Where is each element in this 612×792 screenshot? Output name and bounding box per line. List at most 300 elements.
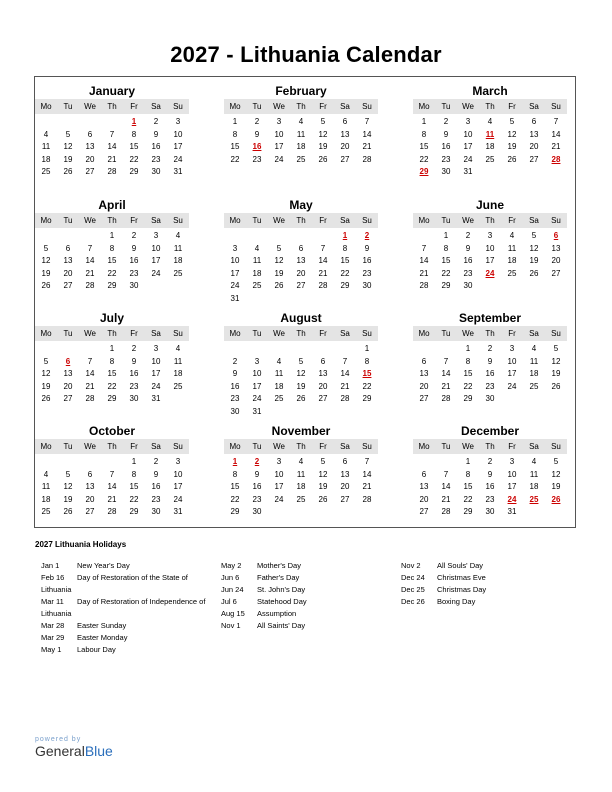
empty-cell [545, 166, 567, 179]
holiday-name: Day of Restoration of the State of [77, 573, 188, 582]
day-cell: 9 [254, 469, 260, 479]
empty-cell [290, 230, 312, 243]
weekday-label: Th [485, 329, 495, 338]
day-cell: 5 [553, 457, 559, 466]
empty-cell [268, 506, 290, 519]
day-cell: 20 [419, 381, 429, 391]
day-cell: 8 [232, 469, 238, 479]
weekday-label: Sa [529, 442, 539, 451]
day-cell: 24 [151, 268, 161, 278]
day-cell: 15 [230, 482, 240, 491]
day-cell: 3 [509, 344, 515, 353]
holiday-date: 29 [419, 167, 429, 176]
week-row [413, 506, 567, 519]
day-cell: 6 [298, 243, 304, 253]
week-row [35, 230, 189, 243]
day-cell: 22 [463, 381, 473, 391]
day-cell: 22 [107, 268, 117, 278]
empty-cell [334, 406, 356, 419]
month-name: January [88, 84, 136, 98]
empty-cell [268, 293, 290, 306]
weekday-header [35, 326, 189, 341]
holiday-list-col-2 [221, 560, 307, 632]
day-cell: 27 [340, 154, 350, 164]
day-cell: 11 [274, 369, 284, 378]
empty-cell [79, 116, 101, 129]
holiday-name: Christmas Day [437, 585, 487, 594]
day-cell: 31 [463, 167, 473, 176]
day-cell: 11 [173, 356, 183, 366]
day-cell: 8 [443, 243, 449, 253]
day-cell: 18 [173, 369, 183, 378]
empty-cell [523, 506, 545, 519]
day-cell: 13 [85, 142, 95, 151]
week-row [224, 116, 378, 129]
day-cell: 20 [296, 268, 306, 278]
day-cell: 9 [465, 243, 471, 253]
day-cell: 29 [463, 507, 473, 516]
day-cell: 22 [129, 494, 139, 504]
day-cell: 11 [529, 469, 539, 479]
weekday-header [413, 99, 567, 114]
day-cell: 25 [41, 507, 51, 516]
month-name: September [458, 311, 522, 325]
day-cell: 15 [419, 142, 429, 151]
day-cell: 10 [507, 469, 517, 479]
day-grid [224, 341, 378, 418]
day-cell: 10 [507, 356, 517, 366]
day-grid [35, 341, 189, 406]
day-cell: 4 [487, 117, 493, 126]
week-row [35, 456, 189, 469]
empty-cell [334, 343, 356, 356]
day-cell: 10 [485, 243, 495, 253]
day-cell: 28 [362, 154, 372, 164]
day-cell: 30 [129, 281, 139, 290]
week-row [413, 154, 567, 167]
weekday-header [35, 439, 189, 454]
day-cell: 30 [485, 507, 495, 516]
holiday-item [401, 560, 486, 572]
day-cell: 15 [463, 482, 473, 491]
day-cell: 15 [107, 256, 117, 265]
day-cell: 31 [151, 394, 161, 403]
generalblue-logo [35, 736, 113, 759]
month-name: November [271, 424, 331, 438]
day-cell: 17 [151, 369, 161, 378]
day-cell: 21 [340, 381, 350, 391]
day-cell: 17 [485, 256, 495, 265]
day-cell: 17 [274, 142, 284, 151]
day-cell: 29 [107, 394, 117, 403]
day-grid [413, 114, 567, 179]
day-cell: 27 [419, 507, 429, 516]
day-cell: 29 [362, 394, 372, 403]
day-cell: 22 [362, 381, 372, 391]
day-cell: 24 [507, 381, 517, 391]
empty-cell [479, 166, 501, 179]
month-september [413, 310, 567, 406]
day-cell: 24 [463, 154, 473, 164]
empty-cell [268, 230, 290, 243]
day-cell: 24 [252, 394, 262, 403]
holiday-date-label: Dec 24 [401, 573, 425, 582]
empty-cell [57, 456, 79, 469]
weekday-header [35, 213, 189, 228]
weekday-label: Su [362, 102, 372, 111]
week-row [224, 456, 378, 469]
weekday-label: Tu [63, 442, 73, 451]
empty-cell [545, 280, 567, 293]
weekday-label: Mo [418, 329, 430, 338]
weekday-header [224, 439, 378, 454]
day-cell: 17 [274, 482, 284, 491]
weekday-label: Th [485, 102, 495, 111]
day-cell: 30 [230, 406, 240, 416]
day-cell: 27 [85, 167, 95, 176]
day-cell: 20 [340, 482, 350, 491]
empty-cell [334, 506, 356, 519]
weekday-label: Tu [441, 216, 451, 225]
day-cell: 8 [364, 356, 370, 366]
day-cell: 5 [320, 457, 326, 466]
empty-cell [413, 456, 435, 469]
month-name: December [460, 424, 520, 438]
day-cell: 25 [485, 154, 495, 164]
day-cell: 9 [443, 129, 449, 139]
day-cell: 11 [252, 256, 262, 265]
holiday-name: Easter Monday [77, 633, 128, 642]
holiday-date: 16 [252, 142, 262, 151]
empty-cell [167, 280, 189, 293]
week-row [413, 243, 567, 256]
day-cell: 18 [41, 154, 51, 164]
day-cell: 21 [441, 381, 451, 391]
weekday-label: Tu [252, 442, 262, 451]
day-cell: 23 [129, 381, 139, 391]
weekday-label: Th [107, 216, 117, 225]
day-cell: 7 [443, 469, 449, 479]
month-name: February [275, 84, 327, 98]
weekday-label: Su [362, 216, 372, 225]
day-cell: 18 [296, 142, 306, 151]
weekday-label: Tu [63, 102, 73, 111]
holiday-item [221, 620, 307, 632]
day-cell: 6 [87, 469, 93, 479]
empty-cell [57, 230, 79, 243]
day-cell: 26 [41, 394, 51, 403]
holiday-item [221, 596, 307, 608]
day-cell: 12 [41, 369, 51, 378]
day-cell: 30 [151, 507, 161, 516]
week-row [35, 129, 189, 142]
holiday-date: 28 [551, 154, 561, 164]
holiday-name-continuation [41, 584, 205, 596]
empty-cell [79, 456, 101, 469]
day-cell: 20 [85, 154, 95, 164]
weekday-label: Tu [63, 216, 73, 225]
day-cell: 6 [87, 129, 93, 139]
day-cell: 20 [63, 268, 73, 278]
day-cell: 25 [173, 268, 183, 278]
weekday-label: Th [107, 329, 117, 338]
day-cell: 7 [87, 356, 93, 366]
week-row [413, 129, 567, 142]
day-cell: 6 [421, 469, 427, 479]
day-cell: 1 [443, 231, 449, 240]
weekday-label: Su [173, 329, 183, 338]
week-row [413, 481, 567, 494]
holiday-date-label: Mar 28 [41, 621, 65, 630]
day-cell: 8 [131, 129, 137, 139]
day-cell: 13 [340, 129, 350, 139]
month-name: May [289, 198, 313, 212]
day-cell: 20 [340, 142, 350, 151]
day-cell: 13 [551, 243, 561, 253]
holiday-date-label: May 2 [221, 561, 242, 570]
day-cell: 31 [507, 507, 517, 516]
day-cell: 3 [509, 457, 515, 466]
day-cell: 4 [175, 344, 181, 353]
day-cell: 30 [463, 281, 473, 290]
empty-cell [101, 456, 123, 469]
holiday-date: 25 [529, 494, 539, 504]
empty-cell [356, 406, 378, 419]
empty-cell [57, 343, 79, 356]
day-cell: 17 [230, 268, 240, 278]
day-cell: 25 [507, 268, 517, 278]
day-cell: 21 [85, 268, 95, 278]
week-row [413, 381, 567, 394]
empty-cell [35, 116, 57, 129]
day-cell: 22 [107, 381, 117, 391]
day-cell: 16 [252, 482, 262, 491]
holiday-date-label: Jun 24 [221, 585, 244, 594]
day-cell: 5 [509, 117, 515, 126]
day-cell: 4 [276, 356, 282, 366]
day-cell: 19 [274, 268, 284, 278]
empty-cell [501, 166, 523, 179]
day-cell: 27 [85, 507, 95, 516]
holiday-date: 2 [254, 457, 260, 466]
day-grid [224, 228, 378, 305]
day-cell: 5 [298, 356, 304, 366]
day-cell: 12 [63, 482, 73, 491]
holiday-item [41, 560, 205, 572]
weekday-label: Tu [441, 102, 451, 111]
day-cell: 13 [318, 369, 328, 378]
day-cell: 12 [318, 129, 328, 139]
day-cell: 23 [151, 494, 161, 504]
holiday-name: New Year's Day [77, 561, 130, 570]
day-cell: 11 [529, 356, 539, 366]
day-cell: 18 [252, 268, 262, 278]
day-cell: 17 [507, 369, 517, 378]
weekday-label: Th [296, 442, 306, 451]
weekday-label: Su [362, 329, 372, 338]
week-row [35, 268, 189, 281]
day-grid [35, 114, 189, 179]
day-cell: 5 [43, 356, 49, 366]
week-row [224, 280, 378, 293]
day-cell: 12 [296, 369, 306, 378]
day-cell: 10 [151, 243, 161, 253]
day-cell: 28 [362, 494, 372, 504]
weekday-label: Fr [130, 442, 138, 451]
day-cell: 19 [63, 494, 73, 504]
day-cell: 6 [320, 356, 326, 366]
day-cell: 16 [463, 256, 473, 265]
weekday-label: Tu [441, 329, 451, 338]
day-cell: 18 [274, 381, 284, 391]
day-cell: 21 [551, 142, 561, 151]
day-cell: 25 [529, 381, 539, 391]
day-cell: 23 [441, 154, 451, 164]
weekday-label: Sa [340, 102, 350, 111]
weekday-label: Sa [529, 329, 539, 338]
day-cell: 21 [85, 381, 95, 391]
day-cell: 19 [318, 482, 328, 491]
weekday-label: Tu [441, 442, 451, 451]
day-cell: 4 [509, 231, 515, 240]
holiday-list-col-1 [41, 560, 205, 656]
day-cell: 28 [441, 507, 451, 516]
holiday-item [401, 572, 486, 584]
day-cell: 26 [296, 394, 306, 403]
empty-cell [167, 393, 189, 406]
day-cell: 16 [485, 369, 495, 378]
day-cell: 17 [507, 482, 517, 491]
day-cell: 3 [276, 457, 282, 466]
day-cell: 28 [340, 394, 350, 403]
holiday-date: 15 [362, 369, 372, 378]
day-cell: 14 [107, 482, 117, 491]
day-cell: 20 [318, 381, 328, 391]
weekday-header [224, 213, 378, 228]
day-cell: 9 [487, 356, 493, 366]
empty-cell [290, 506, 312, 519]
day-cell: 5 [276, 243, 282, 253]
holiday-name: Labour Day [77, 645, 116, 654]
day-cell: 20 [529, 142, 539, 151]
week-row [413, 368, 567, 381]
week-row [224, 243, 378, 256]
day-cell: 29 [230, 507, 240, 516]
weekday-label: Mo [229, 216, 241, 225]
weekday-label: Th [485, 216, 495, 225]
holiday-name: All Souls' Day [437, 561, 484, 570]
day-cell: 12 [63, 142, 73, 151]
weekday-label: Fr [508, 329, 516, 338]
month-name: October [88, 424, 135, 438]
month-november [224, 423, 378, 519]
page-title: 2027 - Lithuania Calendar [170, 42, 442, 67]
empty-cell [79, 230, 101, 243]
day-cell: 29 [340, 281, 350, 290]
empty-cell [312, 506, 334, 519]
day-cell: 9 [131, 243, 137, 253]
weekday-label: We [84, 216, 96, 225]
empty-cell [35, 230, 57, 243]
weekday-label: Su [173, 102, 183, 111]
day-cell: 1 [465, 344, 471, 353]
week-row [35, 154, 189, 167]
day-cell: 12 [551, 469, 561, 479]
holiday-name: Father's Day [257, 573, 300, 582]
logo-general: General [35, 743, 85, 759]
month-october [35, 423, 189, 519]
day-cell: 18 [296, 482, 306, 491]
day-cell: 21 [318, 268, 328, 278]
holiday-item [401, 596, 486, 608]
week-row [35, 141, 189, 154]
day-cell: 6 [531, 117, 537, 126]
day-cell: 24 [173, 494, 183, 504]
day-cell: 14 [107, 142, 117, 151]
empty-cell [334, 293, 356, 306]
day-cell: 7 [109, 129, 115, 139]
day-cell: 13 [296, 256, 306, 265]
day-cell: 29 [441, 281, 451, 290]
day-cell: 16 [129, 369, 139, 378]
weekday-label: Mo [418, 216, 430, 225]
empty-cell [523, 166, 545, 179]
day-cell: 28 [85, 394, 95, 403]
weekday-label: Mo [229, 329, 241, 338]
day-cell: 29 [107, 281, 117, 290]
day-cell: 27 [63, 394, 73, 403]
day-cell: 5 [531, 231, 537, 240]
week-row [224, 393, 378, 406]
day-cell: 21 [441, 494, 451, 504]
day-cell: 19 [551, 482, 561, 491]
weekday-header [224, 99, 378, 114]
day-cell: 9 [232, 369, 238, 378]
holiday-item [41, 572, 205, 584]
week-row [413, 280, 567, 293]
weekday-label: Fr [508, 102, 516, 111]
day-cell: 15 [107, 369, 117, 378]
week-row [35, 255, 189, 268]
day-cell: 16 [441, 142, 451, 151]
weekday-label: Su [551, 442, 561, 451]
week-row [224, 481, 378, 494]
day-cell: 13 [340, 469, 350, 479]
month-january [35, 83, 189, 179]
weekday-label: Fr [319, 442, 327, 451]
day-cell: 17 [173, 142, 183, 151]
day-cell: 31 [173, 507, 183, 516]
week-row [35, 469, 189, 482]
day-cell: 10 [230, 256, 240, 265]
holiday-date: 6 [553, 231, 559, 240]
week-row [224, 356, 378, 369]
day-cell: 23 [151, 154, 161, 164]
month-december [413, 423, 567, 519]
day-cell: 17 [463, 142, 473, 151]
empty-cell [501, 393, 523, 406]
day-cell: 15 [129, 142, 139, 151]
weekday-label: Sa [151, 442, 161, 451]
day-cell: 4 [298, 117, 304, 126]
day-cell: 3 [175, 117, 181, 126]
day-cell: 23 [230, 394, 240, 403]
day-cell: 25 [41, 167, 51, 176]
empty-cell [224, 343, 246, 356]
empty-cell [145, 280, 167, 293]
weekday-label: Su [551, 329, 561, 338]
week-row [224, 506, 378, 519]
